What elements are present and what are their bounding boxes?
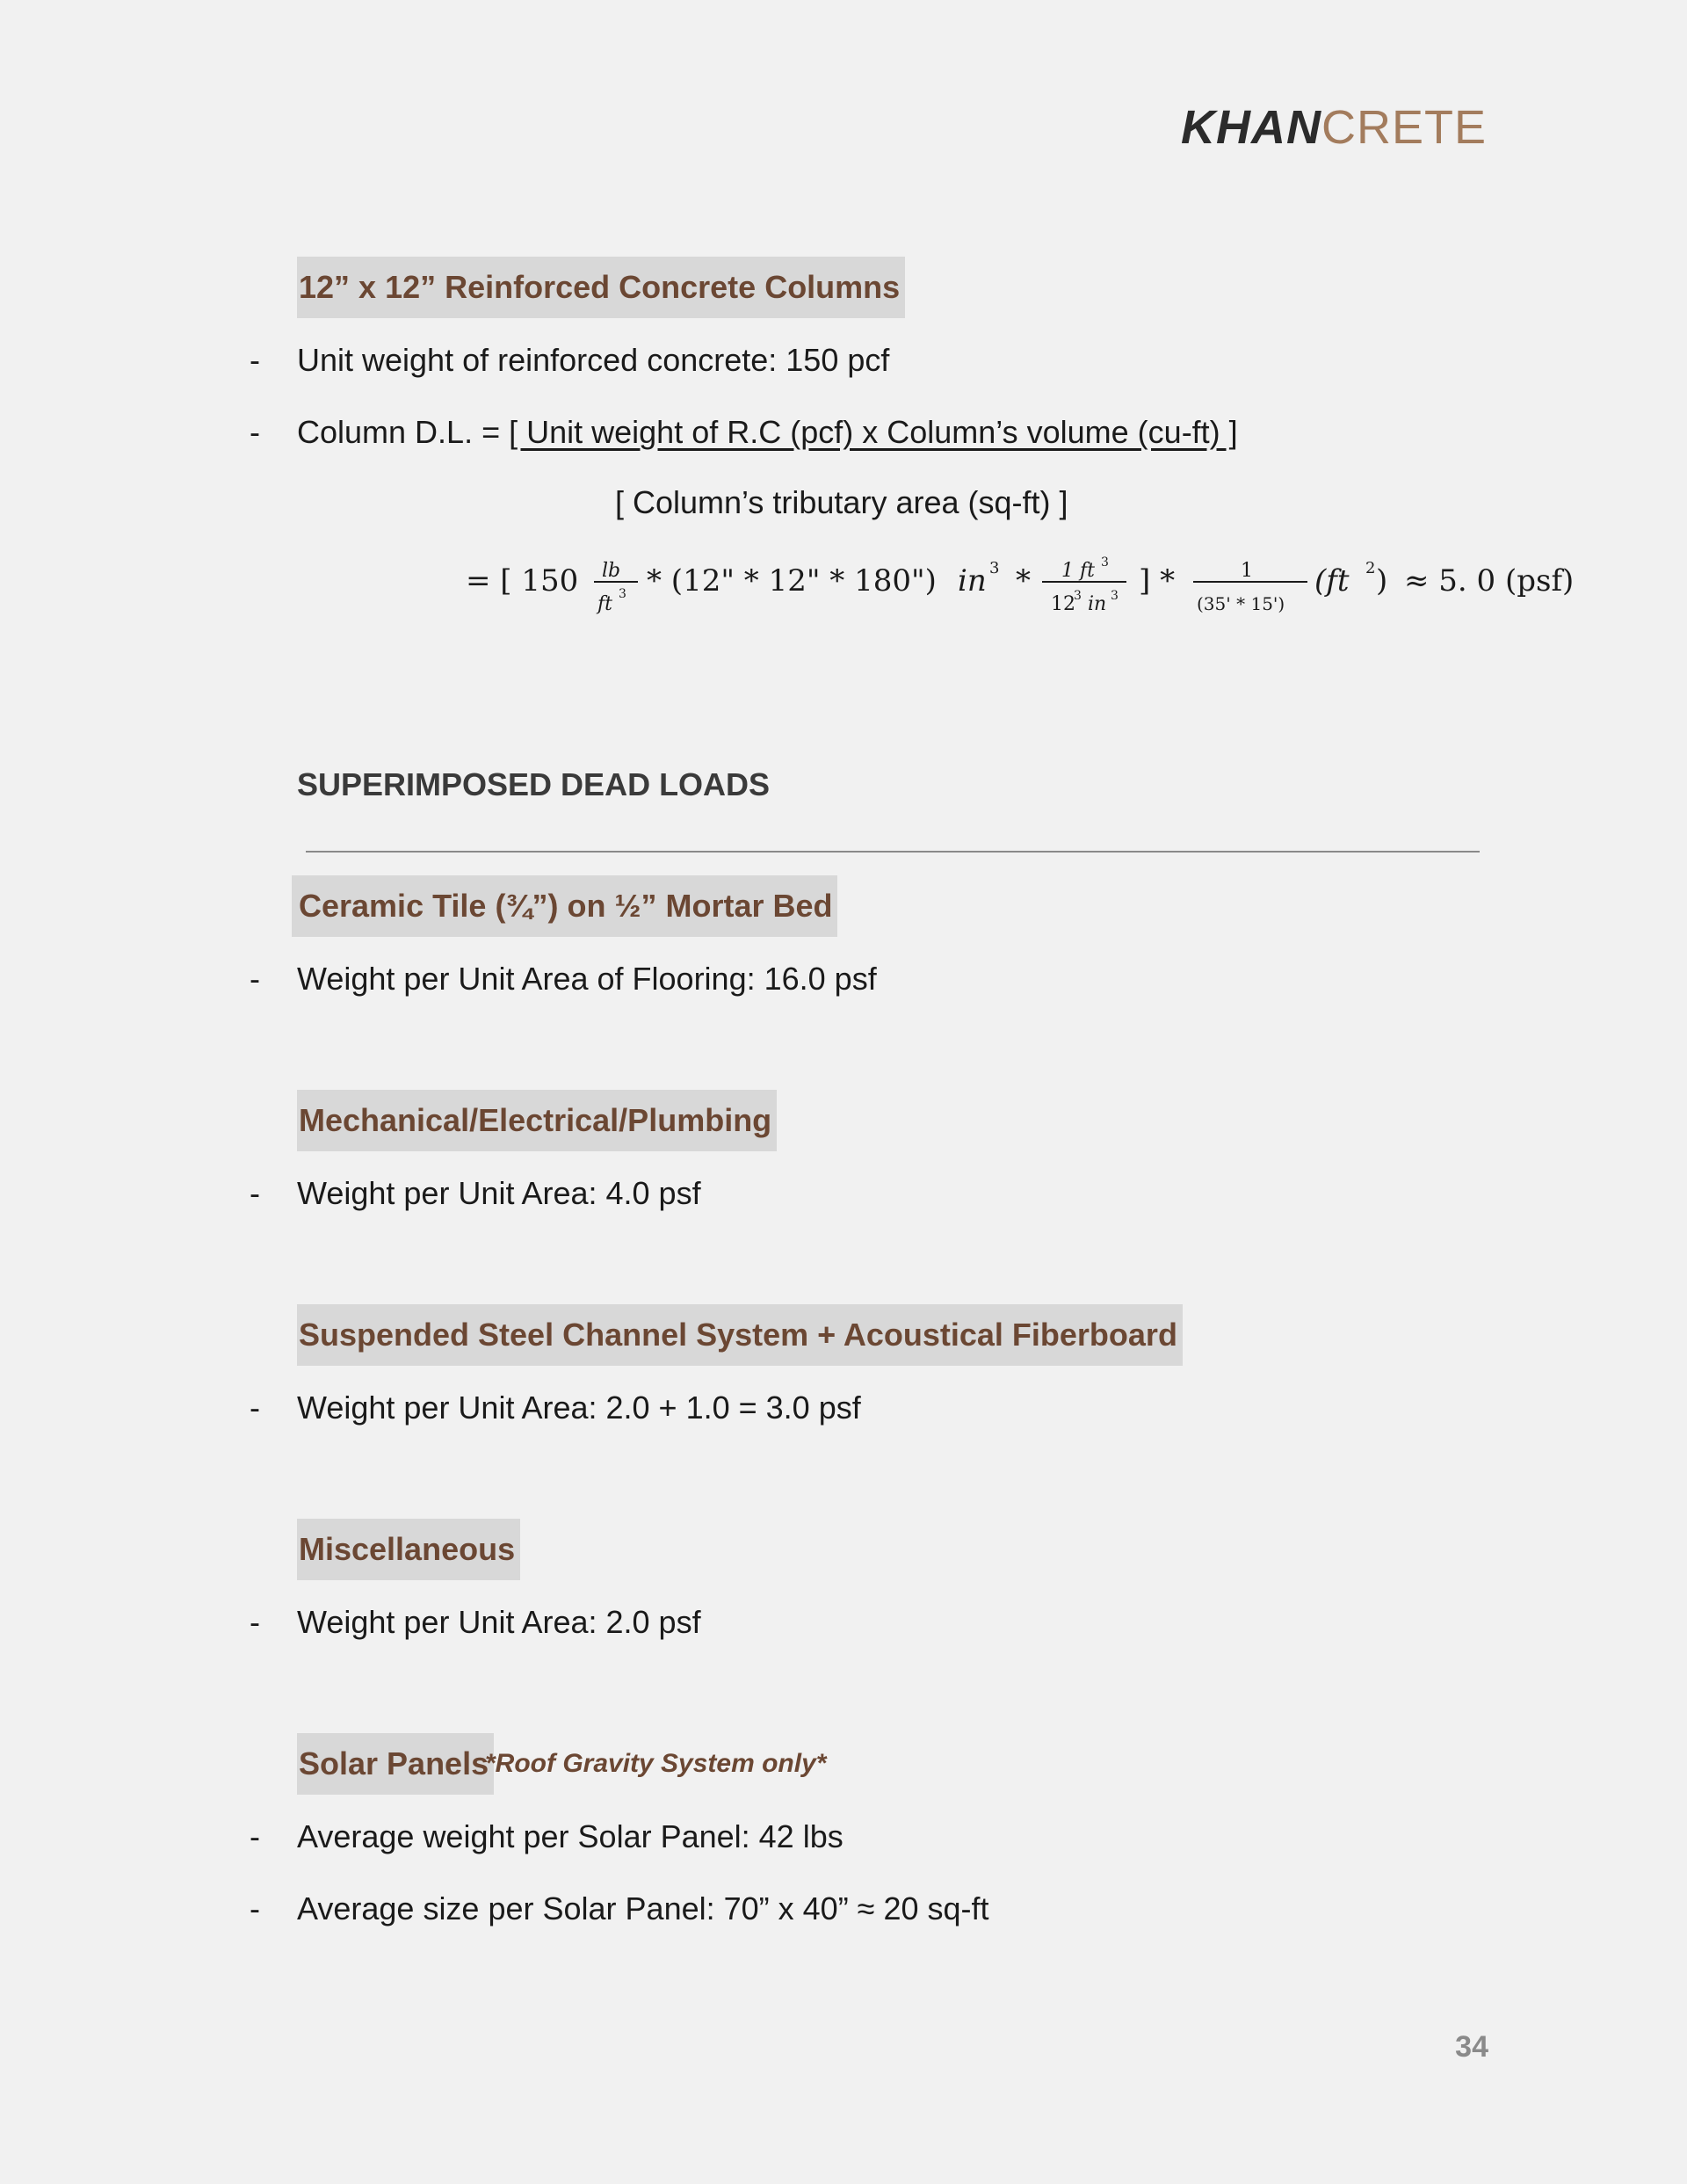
formula-close: ] * (1139, 563, 1176, 599)
miscellaneous-bullet: - Weight per Unit Area: 2.0 psf (250, 1604, 701, 1640)
columns-bullet-dead-load: - Column D.L. = [ Unit weight of R.C (pcf) x Column’s volume (cu-ft) ] (250, 414, 1238, 450)
mep-heading: Mechanical/Electrical/Plumbing (297, 1090, 777, 1151)
mep-bullet: - Weight per Unit Area: 4.0 psf (250, 1175, 701, 1211)
solar-panels-bullet-weight: - Average weight per Solar Panel: 42 lbs (250, 1818, 844, 1854)
formula-twelve: 12 (1051, 593, 1075, 615)
svg-text:): ) (1376, 563, 1388, 599)
ceramic-tile-bullet: - Weight per Unit Area of Flooring: 16.0 psf (250, 961, 877, 997)
svg-text:3: 3 (619, 587, 626, 601)
formula-ft: ft (597, 593, 612, 615)
formula-eq: = [ 150 (466, 563, 579, 599)
section-divider (306, 851, 1480, 853)
formula-one-ft: 1 ft (1061, 560, 1095, 582)
solar-panels-note: *Roof Gravity System only* (485, 1749, 827, 1778)
svg-text:3: 3 (1101, 555, 1109, 570)
logo-bold-text: KHAN (1180, 101, 1321, 154)
formula-in: in (958, 563, 987, 599)
solar-panels-bullet-size: - Average size per Solar Panel: 70” x 40” ≈ 20 sq-ft (250, 1890, 989, 1926)
ceiling-system-heading: Suspended Steel Channel System + Acoustical Fiberboard (297, 1304, 1183, 1366)
page-number: 34 (1455, 2030, 1488, 2064)
svg-text:*: * (1016, 563, 1031, 599)
solar-panels-heading: Solar Panels (297, 1733, 494, 1795)
superimposed-title: SUPERIMPOSED DEAD LOADS (297, 766, 771, 802)
svg-text:3: 3 (989, 559, 1000, 577)
formula-area: (35' * 15') (1197, 593, 1285, 614)
formula-ft-open: (ft (1314, 563, 1350, 599)
svg-text:2: 2 (1365, 559, 1376, 577)
ceiling-system-bullet: - Weight per Unit Area: 2.0 + 1.0 = 3.0 psf (250, 1389, 861, 1426)
dead-load-formula (457, 543, 1599, 631)
formula-lb: lb (602, 560, 621, 582)
miscellaneous-heading: Miscellaneous (297, 1519, 520, 1580)
company-logo (1180, 101, 1487, 154)
logo-light-text: CRETE (1321, 101, 1487, 154)
formula-mid: * (12" * 12" * 180") (647, 563, 937, 599)
ceramic-tile-heading: Ceramic Tile (¾”) on ½” Mortar Bed (292, 875, 837, 937)
formula-in-den: in (1088, 593, 1107, 615)
formula-one: 1 (1241, 560, 1253, 582)
columns-heading: 12” x 12” Reinforced Concrete Columns (297, 257, 905, 318)
formula-result: ≈ 5. 0 (psf) (1404, 563, 1575, 599)
dead-load-denominator: [ Column’s tributary area (sq-ft) ] (615, 484, 1068, 520)
svg-text:3: 3 (1111, 589, 1119, 603)
columns-bullet-unit-weight: - Unit weight of reinforced concrete: 150 pcf (250, 342, 890, 378)
dead-load-numerator: [ Unit weight of R.C (pcf) x Column’s volume (cu-ft) ] (509, 414, 1238, 450)
svg-text:3: 3 (1074, 589, 1082, 603)
